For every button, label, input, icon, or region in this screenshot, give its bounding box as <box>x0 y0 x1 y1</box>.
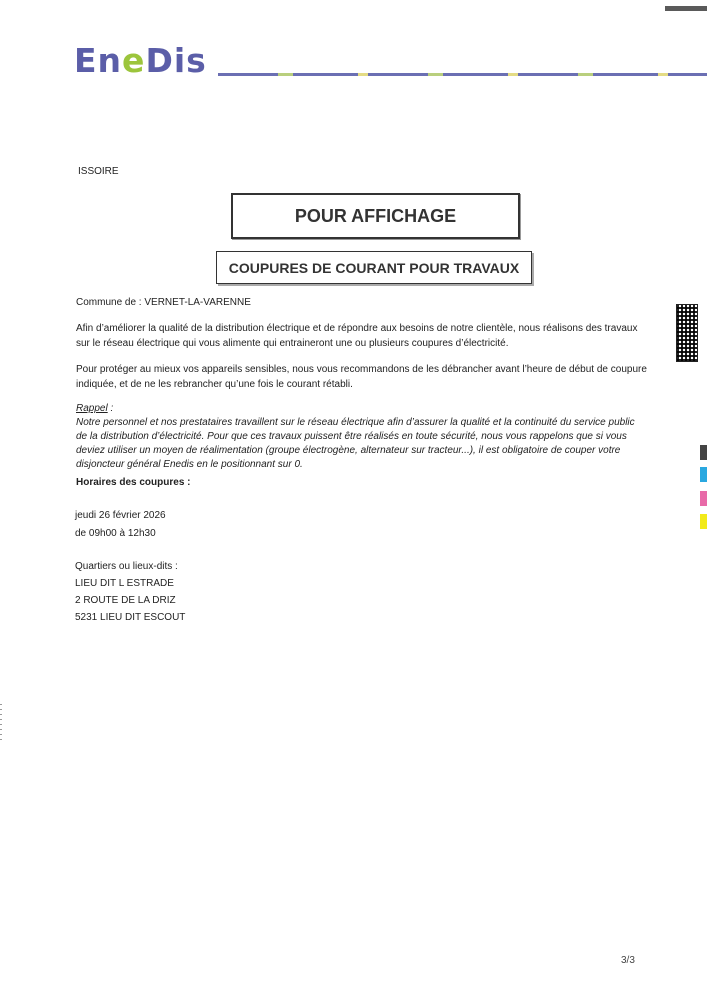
outage-hours: de 09h00 à 12h30 <box>75 528 156 539</box>
color-swatch-yellow <box>700 514 707 529</box>
commune-line: Commune de : VERNET-LA-VARENNE <box>76 297 251 308</box>
posting-title-box <box>231 193 520 239</box>
place-item: 5231 LIEU DIT ESCOUT <box>75 612 186 623</box>
place-item: LIEU DIT L ESTRADE <box>75 578 174 589</box>
intro-paragraph: Afin d’améliorer la qualité de la distribution électrique et de répondre aux besoins de notre clientèle, nous réalisons des travaux sur le réseau électrique qui vous alimente qui entraineront une ou plusieurs coupures d’électricité. <box>76 323 638 349</box>
datamatrix-code <box>676 304 698 362</box>
posting-title: POUR AFFICHAGE <box>294 205 457 226</box>
margin-ticks <box>0 700 2 740</box>
color-swatch-cyan <box>700 467 707 482</box>
outage-title-box <box>216 251 532 284</box>
corner-mark <box>665 6 707 11</box>
place-item: 2 ROUTE DE LA DRIZ <box>75 595 176 606</box>
outage-date: jeudi 26 février 2026 <box>75 510 166 521</box>
places-title: Quartiers ou lieux-dits : <box>75 561 178 572</box>
page-number: 3/3 <box>621 955 635 966</box>
outage-title: COUPURES DE COURANT POUR TRAVAUX <box>228 259 520 276</box>
schedule-title: Horaires des coupures : <box>76 477 191 488</box>
header-line <box>218 73 707 76</box>
enedis-logo: EneDis <box>74 41 207 80</box>
advice-paragraph: Pour protéger au mieux vos appareils sensibles, nous vous recommandons de les débrancher avant l’heure de début de coupure indiquée, et de ne les rebrancher qu’une fois le courant rétabli. <box>76 364 647 390</box>
town-name: ISSOIRE <box>78 166 119 177</box>
color-swatch-magenta <box>700 491 707 506</box>
reminder-label: Rappel <box>76 403 108 414</box>
color-swatch-black <box>700 445 707 460</box>
reminder-block: Rappel : Notre personnel et nos prestataires travaillent sur le réseau électrique afin d’assurer la qualité et la continuité du service public de la distribution d’électricité. Pour que ces travaux puissent être réalisés en toute sécurité, nous vous rappelons que si vous deviez utiliser un moyen de réalimentation (groupe électrogène, alternateur sur tracteur...), il est obligatoire de couper votre disjoncteur général Enedis en le positionnant sur 0. <box>76 403 635 470</box>
reminder-text: Notre personnel et nos prestataires travaillent sur le réseau électrique afin d’assurer la qualité et la continuité du service public de la distribution d’électricité. Pour que ces travaux puissent être réalisés en toute sécurité, nous vous rappelons que si vous deviez utiliser un moyen de réalimentation (groupe électrogène, alternateur sur tracteur...), il est obligatoire de couper votre disjoncteur général Enedis en le positionnant sur 0. <box>76 417 635 470</box>
